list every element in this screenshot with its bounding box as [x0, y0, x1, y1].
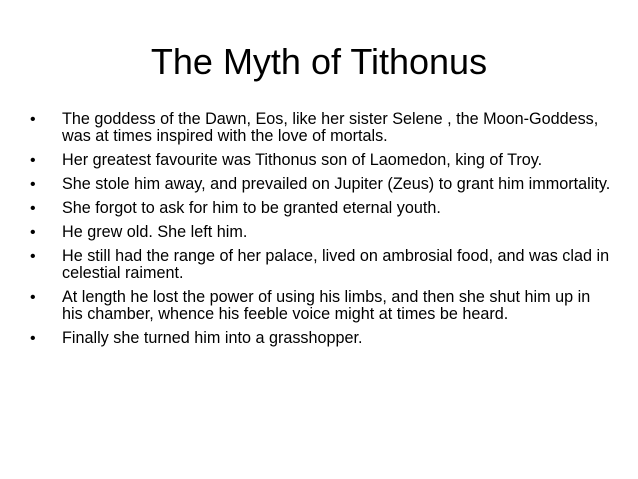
- list-item: [30, 224, 615, 241]
- bullet-text: Her greatest favourite was Tithonus son of Laomedon, king of Troy.: [62, 151, 543, 169]
- slide-title: The Myth of Tithonus: [150, 41, 488, 82]
- bullet-icon: •: [30, 330, 36, 347]
- list-item: [30, 248, 615, 282]
- bullet-text: She forgot to ask for him to be granted eternal youth.: [62, 199, 441, 217]
- list-item: [30, 200, 615, 217]
- bullet-icon: •: [30, 248, 36, 265]
- bullet-icon: •: [30, 224, 36, 241]
- list-item: [30, 152, 615, 169]
- bullet-text: She stole him away, and prevailed on Jupiter (Zeus) to grant him immortality.: [62, 175, 611, 193]
- bullet-text: He grew old. She left him.: [62, 223, 248, 241]
- bullet-text: He still had the range of her palace, lived on ambrosial food, and was clad in celestial raiment.: [62, 247, 610, 282]
- list-item: [30, 176, 615, 193]
- bullet-icon: •: [30, 152, 36, 169]
- bullet-text: Finally she turned him into a grasshopper.: [62, 329, 363, 347]
- bullet-icon: •: [30, 176, 36, 193]
- bullet-icon: •: [30, 289, 36, 306]
- list-item: [30, 289, 615, 323]
- bullet-text: The goddess of the Dawn, Eos, like her sister Selene , the Moon-Goddess, was at times inspired with the love of mortals.: [62, 110, 599, 145]
- bullet-list: [30, 111, 615, 354]
- bullet-icon: •: [30, 200, 36, 217]
- bullet-text: At length he lost the power of using his limbs, and then she shut him up in his chamber, whence his feeble voice might at times be heard.: [62, 288, 591, 323]
- list-item: [30, 111, 615, 145]
- list-item: [30, 330, 615, 347]
- bullet-icon: •: [30, 111, 36, 128]
